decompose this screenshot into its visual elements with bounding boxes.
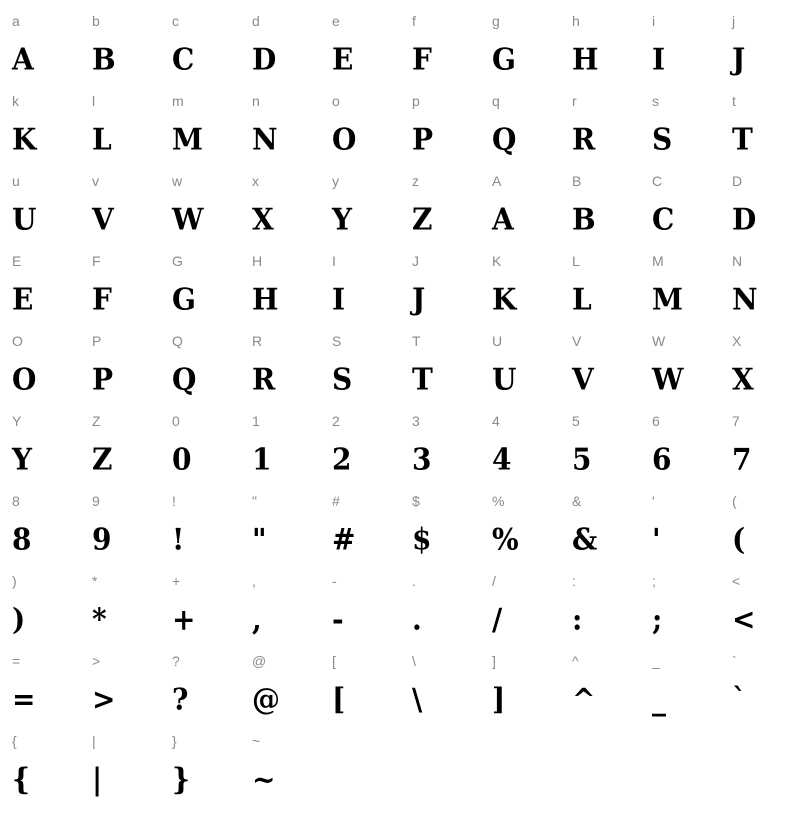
charmap-glyph-cell: M	[172, 121, 203, 158]
charmap-glyph-cell: U	[492, 361, 516, 398]
charmap-label-cell: K	[492, 253, 502, 269]
charmap-label-cell: "	[252, 493, 257, 509]
charmap-label-cell: 6	[652, 413, 660, 429]
charmap-label-cell: |	[92, 733, 96, 749]
charmap-glyph-cell: J	[732, 41, 745, 78]
charmap-label-cell: R	[252, 333, 263, 349]
charmap-glyph-cell: D	[732, 201, 756, 238]
charmap-glyph-cell: /	[492, 601, 502, 638]
charmap-glyph-cell: K	[12, 121, 36, 158]
charmap-label-cell: *	[92, 573, 98, 589]
charmap-glyph-cell: L	[572, 281, 592, 318]
charmap-glyph-cell: E	[12, 281, 33, 318]
charmap-label-cell: `	[732, 653, 737, 669]
charmap-label-cell: 3	[412, 413, 420, 429]
charmap-glyph-cell: A	[12, 41, 34, 78]
charmap-glyph-cell: O	[12, 361, 36, 398]
charmap-label-cell: @	[252, 653, 267, 669]
charmap-glyph-cell: ,	[252, 601, 262, 638]
charmap-label-cell: v	[92, 173, 99, 189]
charmap-label-cell: n	[252, 93, 260, 109]
charmap-label-cell: w	[172, 173, 183, 189]
charmap-glyph-cell: B	[572, 201, 596, 238]
charmap-glyph-cell: G	[172, 281, 196, 318]
charmap-label-cell: e	[332, 13, 340, 29]
charmap-glyph-cell: {	[12, 761, 30, 798]
charmap-glyph-cell: D	[252, 41, 276, 78]
charmap-glyph-cell: R	[252, 361, 275, 398]
charmap-label-cell: k	[12, 93, 19, 109]
charmap-glyph-cell: 0	[172, 441, 191, 478]
charmap-glyph-cell: T	[732, 121, 753, 158]
charmap-glyph-cell: M	[652, 281, 683, 318]
charmap-glyph-cell: P	[92, 361, 113, 398]
charmap-glyph-row	[0, 36, 800, 90]
charmap-label-cell: N	[732, 253, 743, 269]
charmap-label-cell: (	[732, 493, 737, 509]
charmap-glyph-cell: Y	[12, 441, 32, 478]
charmap-label-cell: :	[572, 573, 576, 589]
charmap-label-cell: A	[492, 173, 502, 189]
charmap-glyph-cell: P	[412, 121, 433, 158]
charmap-glyph-cell: ~	[252, 761, 275, 798]
charmap-glyph-cell: I	[652, 41, 665, 78]
charmap-label-cell: %	[492, 493, 505, 509]
charmap-label-cell: j	[732, 13, 736, 29]
charmap-glyph-cell: 8	[12, 521, 31, 558]
charmap-label-cell: Z	[92, 413, 101, 429]
charmap-glyph-row	[0, 356, 800, 410]
charmap-glyph-cell: :	[572, 601, 582, 638]
charmap-glyph-cell: @	[252, 681, 280, 718]
charmap-glyph-cell: W	[652, 361, 683, 398]
charmap-glyph-cell: ?	[172, 681, 188, 718]
charmap-label-cell: D	[732, 173, 743, 189]
charmap-label-cell: W	[652, 333, 666, 349]
charmap-label-cell: y	[332, 173, 339, 189]
charmap-label-cell: H	[252, 253, 263, 269]
charmap-glyph-cell: W	[172, 201, 203, 238]
charmap-glyph-cell: 3	[412, 441, 431, 478]
charmap-label-cell: 1	[252, 413, 260, 429]
charmap-glyph-row	[0, 116, 800, 170]
charmap-glyph-cell: V	[572, 361, 594, 398]
charmap-glyph-cell: Q	[492, 121, 516, 158]
charmap-label-cell: [	[332, 653, 336, 669]
charmap-glyph-row	[0, 516, 800, 570]
charmap-glyph-cell: 7	[732, 441, 751, 478]
charmap-label-cell: L	[572, 253, 580, 269]
charmap-label-cell: >	[92, 653, 101, 669]
charmap-label-cell: O	[12, 333, 23, 349]
charmap-glyph-cell: "	[252, 521, 267, 558]
charmap-glyph-cell: ;	[652, 601, 662, 638]
charmap-label-cell: b	[92, 13, 100, 29]
charmap-glyph-row	[0, 596, 800, 650]
charmap-label-cell: !	[172, 493, 176, 509]
charmap-glyph-cell: \	[412, 681, 422, 718]
charmap-label-cell: ,	[252, 573, 256, 589]
charmap-glyph-cell: K	[492, 281, 516, 318]
charmap-label-cell: S	[332, 333, 342, 349]
charmap-label-cell: M	[652, 253, 664, 269]
charmap-label-cell: 9	[92, 493, 100, 509]
charmap-label-cell: =	[12, 653, 21, 669]
charmap-glyph-cell: L	[92, 121, 112, 158]
charmap-label-cell: #	[332, 493, 340, 509]
charmap-label-cell: o	[332, 93, 340, 109]
charmap-label-cell: Y	[12, 413, 22, 429]
charmap-label-cell: Q	[172, 333, 183, 349]
charmap-label-cell: C	[652, 173, 663, 189]
charmap-label-cell: r	[572, 93, 577, 109]
charmap-label-cell: g	[492, 13, 500, 29]
charmap-glyph-cell: 9	[92, 521, 111, 558]
charmap-glyph-cell: &	[572, 521, 597, 558]
charmap-glyph-cell: $	[412, 521, 431, 558]
charmap-glyph-cell: Y	[332, 201, 352, 238]
charmap-label-cell: P	[92, 333, 102, 349]
charmap-label-cell: I	[332, 253, 336, 269]
charmap-label-cell: h	[572, 13, 580, 29]
charmap-glyph-cell: U	[12, 201, 36, 238]
charmap-label-cell: {	[12, 733, 17, 749]
charmap-glyph-cell: )	[12, 601, 25, 638]
charmap-glyph-cell: S	[332, 361, 352, 398]
charmap-label-cell: F	[92, 253, 101, 269]
charmap-glyph-cell: Z	[412, 201, 432, 238]
charmap-label-cell: p	[412, 93, 420, 109]
charmap-glyph-cell: 1	[252, 441, 271, 478]
charmap-label-cell: q	[492, 93, 500, 109]
charmap-label-cell: G	[172, 253, 183, 269]
charmap-label-cell: X	[732, 333, 742, 349]
charmap-label-cell: -	[332, 573, 337, 589]
charmap-glyph-cell: N	[732, 281, 758, 318]
charmap-label-cell: U	[492, 333, 503, 349]
charmap-label-cell: a	[12, 13, 20, 29]
charmap-label-cell: i	[652, 13, 656, 29]
charmap-glyph-cell: Q	[172, 361, 196, 398]
charmap-label-cell: V	[572, 333, 582, 349]
charmap-label-cell: ^	[572, 653, 579, 669]
charmap-label-cell: d	[252, 13, 260, 29]
charmap-label-cell: +	[172, 573, 181, 589]
charmap-glyph-cell: A	[492, 201, 514, 238]
charmap-glyph-cell: [	[332, 681, 345, 718]
charmap-glyph-cell: }	[172, 761, 190, 798]
charmap-label-cell: &	[572, 493, 582, 509]
charmap-label-cell: c	[172, 13, 179, 29]
charmap-glyph-cell: 2	[332, 441, 351, 478]
charmap-glyph-cell: !	[172, 521, 184, 558]
charmap-label-cell: )	[12, 573, 17, 589]
charmap-glyph-cell: I	[332, 281, 345, 318]
charmap-glyph-cell: 4	[492, 441, 511, 478]
charmap-glyph-cell: E	[332, 41, 353, 78]
charmap-label-cell: .	[412, 573, 416, 589]
charmap-label-cell: ?	[172, 653, 180, 669]
charmap-glyph-cell: ^	[572, 681, 595, 718]
charmap-glyph-cell: H	[252, 281, 278, 318]
charmap-glyph-cell: =	[12, 681, 35, 718]
charmap-label-cell: _	[652, 653, 660, 669]
charmap-label-cell: J	[412, 253, 419, 269]
charmap-label-cell: <	[732, 573, 741, 589]
charmap-label-cell: 7	[732, 413, 740, 429]
charmap-glyph-row	[0, 196, 800, 250]
charmap-label-cell: t	[732, 93, 736, 109]
charmap-label-cell: ~	[252, 733, 261, 749]
charmap-glyph-row	[0, 436, 800, 490]
charmap-glyph-cell: C	[652, 201, 674, 238]
charmap-glyph-cell: F	[92, 281, 112, 318]
charmap-glyph-cell: O	[332, 121, 356, 158]
charmap-label-cell: f	[412, 13, 416, 29]
charmap-label-cell: z	[412, 173, 419, 189]
charmap-label-cell: m	[172, 93, 184, 109]
charmap-glyph-cell: .	[412, 601, 422, 638]
charmap-glyph-cell: |	[92, 761, 102, 798]
charmap-label-cell: ]	[492, 653, 496, 669]
charmap-glyph-cell: #	[332, 521, 355, 558]
charmap-label-cell: }	[172, 733, 177, 749]
charmap-glyph-cell: -	[332, 601, 344, 638]
charmap-glyph-cell: H	[572, 41, 598, 78]
charmap-label-cell: /	[492, 573, 496, 589]
charmap-glyph-row	[0, 676, 800, 730]
charmap-glyph-cell: F	[412, 41, 432, 78]
charmap-label-cell: E	[12, 253, 22, 269]
charmap-label-cell: \	[412, 653, 416, 669]
charmap-glyph-cell: C	[172, 41, 194, 78]
charmap-glyph-cell: B	[92, 41, 116, 78]
charmap-glyph-row	[0, 276, 800, 330]
charmap-glyph-cell: <	[732, 601, 755, 638]
charmap-label-cell: B	[572, 173, 582, 189]
charmap-label-cell: u	[12, 173, 20, 189]
charmap-glyph-cell: *	[92, 601, 107, 638]
charmap-glyph-cell: R	[572, 121, 595, 158]
charmap-label-cell: x	[252, 173, 259, 189]
charmap-glyph-cell: N	[252, 121, 278, 158]
charmap-glyph-cell: V	[92, 201, 114, 238]
charmap-glyph-cell: 5	[572, 441, 591, 478]
charmap-label-cell: 2	[332, 413, 340, 429]
charmap-glyph-cell: >	[92, 681, 115, 718]
charmap-glyph-cell: ]	[492, 681, 505, 718]
charmap-glyph-cell: `	[732, 681, 746, 718]
charmap-glyph-cell: G	[492, 41, 516, 78]
charmap-glyph-cell: (	[732, 521, 745, 558]
charmap-glyph-cell: X	[732, 361, 754, 398]
charmap-label-cell: s	[652, 93, 659, 109]
charmap-glyph-cell: _	[652, 681, 666, 718]
charmap-glyph-cell: '	[652, 521, 661, 558]
charmap-glyph-cell: T	[412, 361, 433, 398]
charmap-glyph-cell: 6	[652, 441, 671, 478]
charmap-label-cell: 4	[492, 413, 500, 429]
charmap-label-cell: 8	[12, 493, 20, 509]
charmap-label-cell: 5	[572, 413, 580, 429]
charmap-label-row	[0, 10, 800, 36]
charmap-label-cell: ;	[652, 573, 656, 589]
charmap-label-cell: T	[412, 333, 421, 349]
charmap-label-cell: '	[652, 493, 655, 509]
charmap-glyph-cell: %	[492, 521, 519, 558]
charmap-glyph-cell: S	[652, 121, 672, 158]
charmap-glyph-cell: +	[172, 601, 195, 638]
charmap-glyph-cell: J	[412, 281, 425, 318]
charmap-label-cell: $	[412, 493, 420, 509]
charmap-label-cell: l	[92, 93, 96, 109]
charmap-label-cell: 0	[172, 413, 180, 429]
charmap-glyph-row	[0, 756, 800, 810]
charmap-glyph-cell: X	[252, 201, 274, 238]
charmap-glyph-cell: Z	[92, 441, 112, 478]
